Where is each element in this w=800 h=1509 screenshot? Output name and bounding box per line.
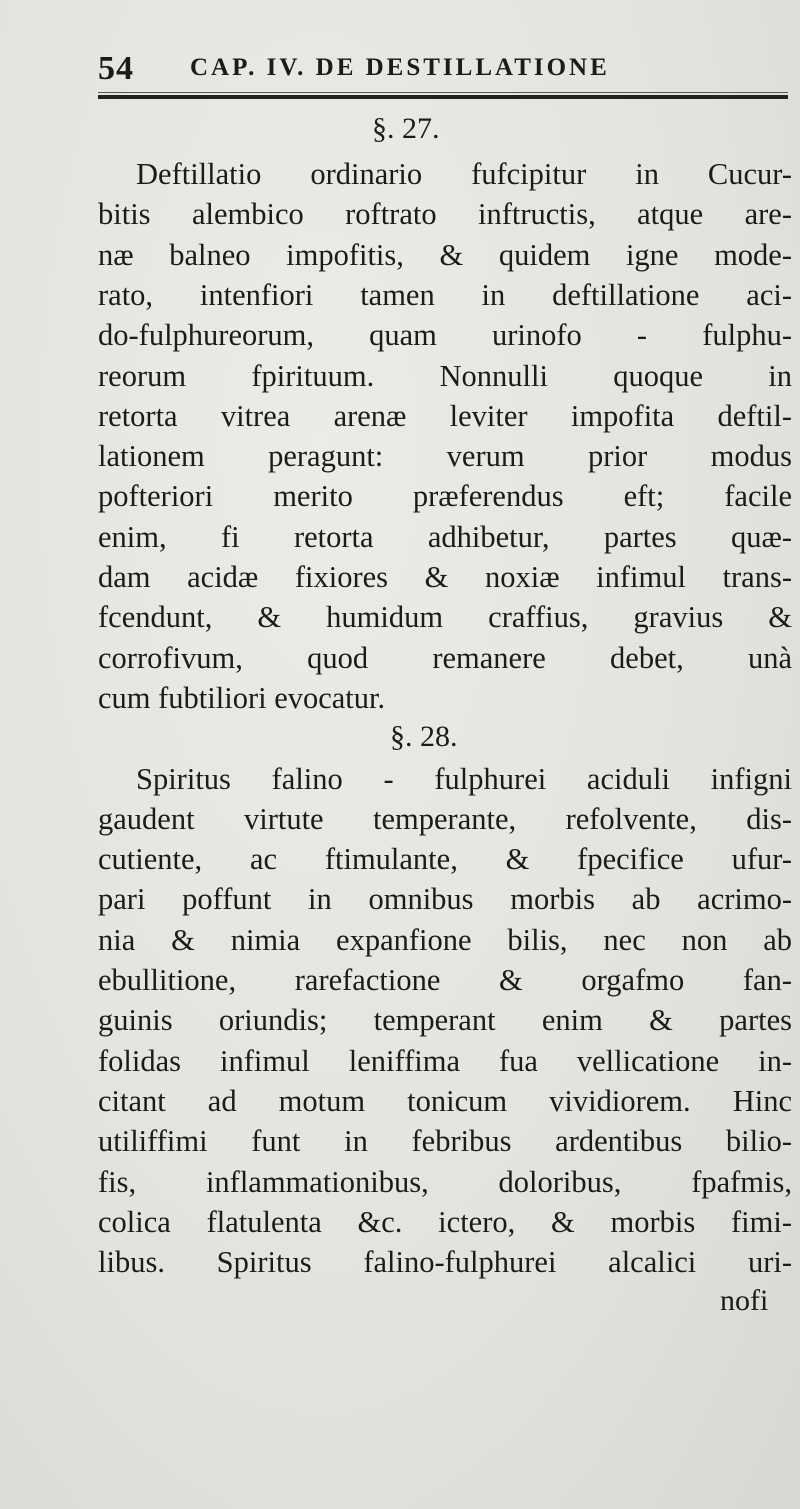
text-line: retorta vitrea arenæ leviter impofita deftil- — [98, 398, 792, 433]
text-line: cutiente, ac ftimulante, & fpecifice ufur- — [98, 842, 792, 877]
section-mark-28: §. 28. — [390, 720, 458, 754]
text-line: libus. Spiritus falino-fulphurei alcalici uri- — [98, 1245, 792, 1280]
page-header — [98, 50, 798, 94]
header-rule-thin — [98, 92, 788, 93]
text-line: enim, fi retorta adhibetur, partes quæ- — [98, 519, 792, 554]
text-line: gaudent virtute temperante, refolvente, dis- — [98, 801, 792, 836]
text-line: rato, intenfiori tamen in deftillatione aci- — [98, 277, 792, 312]
text-line: citant ad motum tonicum vividiorem. Hinc — [98, 1083, 792, 1118]
text-line: lationem peragunt: verum prior modus — [98, 439, 792, 474]
header-rule — [98, 95, 788, 99]
text-line: do-fulphureorum, quam urinofo - fulphu- — [98, 318, 792, 353]
text-line: utiliffimi funt in febribus ardentibus bilio- — [98, 1124, 792, 1159]
text-line: corrofivum, quod remanere debet, unà — [98, 640, 792, 675]
text-line: cum fubtiliori evocatur. — [98, 680, 386, 715]
text-line: reorum fpirituum. Nonnulli quoque in — [98, 358, 792, 393]
text-line: ebullitione, rarefactione & orgafmo fan- — [98, 963, 792, 997]
text-line: fcendunt, & humidum craffius, gravius & — [98, 600, 792, 635]
text-line: guinis oriundis; temperant enim & partes — [98, 1003, 792, 1038]
text-line: pofteriori merito præferendus eft; facile — [98, 479, 792, 514]
text-line: folidas infimul leniffima fua vellicatione in- — [98, 1043, 792, 1078]
running-head: CAP. IV. DE DESTILLATIONE — [190, 54, 610, 81]
text-line: Spiritus falino - fulphurei aciduli infigni — [136, 761, 792, 796]
text-line: dam acidæ fixiores & noxiæ infimul trans- — [98, 560, 792, 594]
text-line: nia & nimia expanfione bilis, nec non ab — [98, 922, 792, 957]
text-line: Deftillatio ordinario fufcipitur in Cucur- — [136, 157, 792, 191]
text-line: bitis alembico roftrato inftructis, atque are- — [98, 197, 792, 232]
text-line: pari poffunt in omnibus morbis ab acrimo- — [98, 882, 792, 917]
catchword: nofi — [720, 1284, 769, 1318]
page-number: 54 — [98, 50, 134, 87]
section-mark-27: §. 27. — [372, 112, 440, 145]
text-line: fis, inflammationibus, doloribus, fpafmis, — [98, 1164, 792, 1199]
text-line: colica flatulenta &c. ictero, & morbis fimi- — [98, 1204, 792, 1239]
text-line: næ balneo impofitis, & quidem igne mode- — [98, 237, 792, 272]
